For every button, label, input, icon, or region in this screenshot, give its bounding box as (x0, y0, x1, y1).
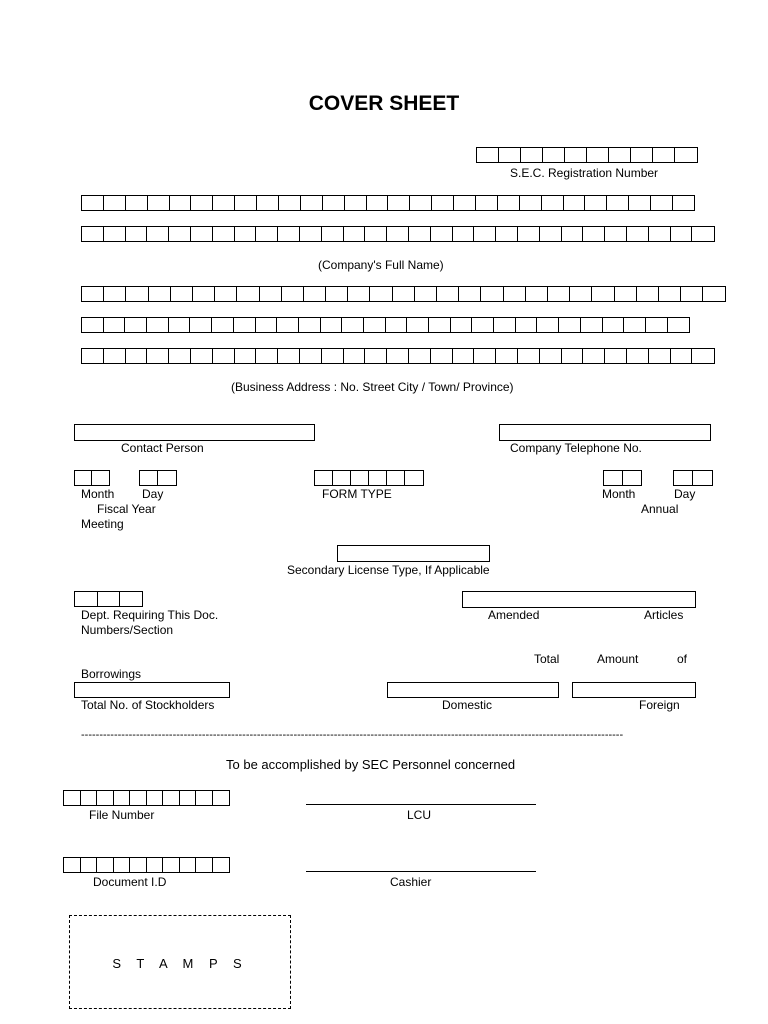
sec-personnel-label: To be accomplished by SEC Personnel concerned (226, 757, 516, 772)
char-box[interactable] (636, 286, 660, 302)
char-box[interactable] (277, 348, 300, 364)
char-box[interactable] (146, 790, 164, 806)
sec-registration-label: S.E.C. Registration Number (510, 166, 659, 180)
fiscal-month-boxes[interactable] (74, 470, 108, 486)
char-box[interactable] (406, 317, 429, 333)
document-id-boxes[interactable] (63, 857, 228, 873)
char-box[interactable] (190, 226, 213, 242)
char-box[interactable] (539, 348, 562, 364)
char-box[interactable] (558, 317, 581, 333)
char-box[interactable] (190, 348, 213, 364)
company-telephone-field[interactable] (499, 424, 711, 441)
char-box[interactable] (628, 195, 651, 211)
amount-label: Amount (597, 652, 639, 666)
char-box[interactable] (234, 226, 257, 242)
char-box[interactable] (603, 470, 623, 486)
fiscal-month-label: Month (81, 487, 115, 501)
char-box[interactable] (190, 195, 213, 211)
char-box[interactable] (96, 790, 114, 806)
char-box[interactable] (74, 470, 93, 486)
char-box[interactable] (139, 470, 159, 486)
char-box[interactable] (670, 226, 693, 242)
company-name-row-1[interactable] (81, 195, 694, 211)
char-box[interactable] (80, 857, 98, 873)
char-box[interactable] (162, 857, 180, 873)
char-box[interactable] (146, 226, 169, 242)
articles-label: Articles (644, 608, 684, 622)
char-box[interactable] (125, 195, 148, 211)
annual-month-label: Month (602, 487, 636, 501)
char-box[interactable] (471, 317, 494, 333)
page-title: COVER SHEET (308, 92, 460, 115)
char-box[interactable] (234, 195, 257, 211)
char-box[interactable] (498, 147, 522, 163)
foreign-field[interactable] (572, 682, 696, 698)
char-box[interactable] (392, 286, 416, 302)
business-address-row-2[interactable] (81, 317, 688, 333)
char-box[interactable] (452, 348, 475, 364)
char-box[interactable] (74, 591, 98, 607)
char-box[interactable] (124, 317, 147, 333)
file-number-label: File Number (89, 808, 155, 822)
char-box[interactable] (648, 348, 671, 364)
char-box[interactable] (604, 226, 627, 242)
char-box[interactable] (515, 317, 538, 333)
char-box[interactable] (63, 857, 81, 873)
secondary-license-label: Secondary License Type, If Applicable (287, 563, 490, 577)
char-box[interactable] (255, 226, 278, 242)
char-box[interactable] (332, 470, 352, 486)
char-box[interactable] (517, 348, 540, 364)
char-box[interactable] (234, 348, 257, 364)
char-box[interactable] (148, 286, 172, 302)
char-box[interactable] (81, 348, 104, 364)
annual-day-boxes[interactable] (673, 470, 711, 486)
char-box[interactable] (277, 226, 300, 242)
char-box[interactable] (343, 348, 366, 364)
sec-registration-boxes[interactable] (476, 147, 696, 163)
domestic-label: Domestic (442, 698, 493, 712)
char-box[interactable] (103, 348, 126, 364)
char-box[interactable] (259, 286, 283, 302)
char-box[interactable] (91, 470, 110, 486)
char-box[interactable] (563, 195, 586, 211)
char-box[interactable] (652, 147, 676, 163)
char-box[interactable] (602, 317, 625, 333)
char-box[interactable] (195, 790, 213, 806)
char-box[interactable] (169, 195, 192, 211)
char-box[interactable] (236, 286, 260, 302)
char-box[interactable] (179, 857, 197, 873)
lcu-label: LCU (407, 808, 432, 822)
char-box[interactable] (525, 286, 549, 302)
business-address-label: (Business Address : No. Street City / Town/ Province) (231, 380, 514, 394)
char-box[interactable] (146, 348, 169, 364)
business-address-row-3[interactable] (81, 348, 713, 364)
char-box[interactable] (473, 348, 496, 364)
char-box[interactable] (539, 226, 562, 242)
char-box[interactable] (125, 286, 149, 302)
char-box[interactable] (591, 286, 615, 302)
cashier-label: Cashier (390, 875, 432, 889)
form-type-label: FORM TYPE (322, 487, 392, 501)
char-box[interactable] (343, 226, 366, 242)
char-box[interactable] (386, 226, 409, 242)
company-name-row-2[interactable] (81, 226, 713, 242)
business-address-row-1[interactable] (81, 286, 724, 302)
char-box[interactable] (604, 348, 627, 364)
domestic-field[interactable] (387, 682, 559, 698)
char-box[interactable] (129, 790, 147, 806)
char-box[interactable] (408, 226, 431, 242)
char-box[interactable] (648, 226, 671, 242)
amended-articles-field[interactable] (462, 591, 696, 608)
char-box[interactable] (614, 286, 638, 302)
char-box[interactable] (561, 348, 584, 364)
amended-label: Amended (488, 608, 540, 622)
char-box[interactable] (278, 195, 301, 211)
char-box[interactable] (497, 195, 520, 211)
stamps-box (69, 915, 291, 1009)
char-box[interactable] (650, 195, 673, 211)
char-box[interactable] (561, 226, 584, 242)
char-box[interactable] (369, 286, 393, 302)
char-box[interactable] (125, 226, 148, 242)
char-box[interactable] (542, 147, 566, 163)
foreign-label: Foreign (639, 698, 680, 712)
total-label: Total (534, 652, 560, 666)
char-box[interactable] (320, 317, 343, 333)
char-box[interactable] (584, 195, 607, 211)
char-box[interactable] (299, 348, 322, 364)
char-box[interactable] (322, 195, 345, 211)
char-box[interactable] (692, 470, 713, 486)
char-box[interactable] (276, 317, 299, 333)
char-box[interactable] (212, 195, 235, 211)
char-box[interactable] (147, 195, 170, 211)
char-box[interactable] (119, 591, 143, 607)
char-box[interactable] (63, 790, 81, 806)
char-box[interactable] (298, 317, 321, 333)
stamps-label: S T A M P S (112, 956, 248, 971)
char-box[interactable] (519, 195, 542, 211)
char-box[interactable] (436, 286, 460, 302)
char-box[interactable] (146, 317, 169, 333)
char-box[interactable] (569, 286, 593, 302)
char-box[interactable] (476, 147, 500, 163)
char-box[interactable] (473, 226, 496, 242)
char-box[interactable] (674, 147, 698, 163)
char-box[interactable] (495, 348, 518, 364)
char-box[interactable] (103, 286, 127, 302)
of-label: of (677, 652, 688, 666)
char-box[interactable] (431, 195, 454, 211)
dept-requiring-label: Dept. Requiring This Doc. (81, 608, 219, 622)
char-box[interactable] (233, 317, 256, 333)
char-box[interactable] (96, 857, 114, 873)
char-box[interactable] (255, 348, 278, 364)
char-box[interactable] (452, 226, 475, 242)
cashier-signature-line[interactable] (306, 871, 536, 872)
char-box[interactable] (626, 348, 649, 364)
form-type-boxes[interactable] (314, 470, 422, 486)
dashed-divider: ---------------------------------------------------------------------------------------------------------------------------------------------------- (81, 729, 624, 741)
char-box[interactable] (363, 317, 386, 333)
char-box[interactable] (350, 470, 370, 486)
fiscal-day-label: Day (142, 487, 164, 501)
char-box[interactable] (387, 195, 410, 211)
char-box[interactable] (103, 195, 126, 211)
char-box[interactable] (189, 317, 212, 333)
numbers-section-label: Numbers/Section (81, 623, 174, 637)
char-box[interactable] (386, 470, 406, 486)
meeting-label: Meeting (81, 517, 124, 531)
char-box[interactable] (450, 317, 473, 333)
char-box[interactable] (582, 348, 605, 364)
char-box[interactable] (536, 317, 559, 333)
company-telephone-label: Company Telephone No. (510, 441, 642, 455)
char-box[interactable] (364, 226, 387, 242)
char-box[interactable] (81, 286, 105, 302)
char-box[interactable] (81, 226, 104, 242)
char-box[interactable] (344, 195, 367, 211)
char-box[interactable] (81, 195, 104, 211)
char-box[interactable] (255, 317, 278, 333)
char-box[interactable] (386, 348, 409, 364)
char-box[interactable] (125, 348, 148, 364)
char-box[interactable] (303, 286, 327, 302)
fiscal-year-label: Fiscal Year (97, 502, 156, 516)
char-box[interactable] (582, 226, 605, 242)
secondary-license-field[interactable] (337, 545, 490, 562)
char-box[interactable] (212, 226, 235, 242)
contact-person-field[interactable] (74, 424, 315, 441)
char-box[interactable] (366, 195, 389, 211)
char-box[interactable] (195, 857, 213, 873)
char-box[interactable] (168, 317, 191, 333)
char-box[interactable] (170, 286, 194, 302)
char-box[interactable] (645, 317, 668, 333)
char-box[interactable] (541, 195, 564, 211)
char-box[interactable] (606, 195, 629, 211)
char-box[interactable] (385, 317, 408, 333)
char-box[interactable] (97, 591, 121, 607)
char-box[interactable] (409, 195, 432, 211)
char-box[interactable] (630, 147, 654, 163)
borrowings-label: Borrowings (81, 667, 142, 681)
char-box[interactable] (212, 790, 230, 806)
char-box[interactable] (702, 286, 726, 302)
document-id-label: Document I.D (93, 875, 167, 889)
char-box[interactable] (626, 226, 649, 242)
char-box[interactable] (80, 790, 98, 806)
char-box[interactable] (623, 317, 646, 333)
char-box[interactable] (168, 226, 191, 242)
char-box[interactable] (691, 226, 714, 242)
char-box[interactable] (192, 286, 216, 302)
file-number-boxes[interactable] (63, 790, 228, 806)
char-box[interactable] (404, 470, 424, 486)
char-box[interactable] (691, 348, 714, 364)
char-box[interactable] (430, 226, 453, 242)
char-box[interactable] (325, 286, 349, 302)
char-box[interactable] (113, 857, 131, 873)
char-box[interactable] (564, 147, 588, 163)
char-box[interactable] (341, 317, 364, 333)
lcu-signature-line[interactable] (306, 804, 536, 805)
company-name-label: (Company's Full Name) (318, 258, 444, 272)
char-box[interactable] (281, 286, 305, 302)
char-box[interactable] (520, 147, 544, 163)
char-box[interactable] (586, 147, 610, 163)
char-box[interactable] (428, 317, 451, 333)
char-box[interactable] (368, 470, 388, 486)
stockholders-field[interactable] (74, 682, 230, 698)
char-box[interactable] (103, 317, 126, 333)
char-box[interactable] (347, 286, 371, 302)
annual-month-boxes[interactable] (603, 470, 640, 486)
char-box[interactable] (680, 286, 704, 302)
contact-person-label: Contact Person (121, 441, 204, 455)
char-box[interactable] (673, 470, 694, 486)
stockholders-label: Total No. of Stockholders (81, 698, 215, 712)
char-box[interactable] (81, 317, 104, 333)
dept-requiring-boxes[interactable] (74, 591, 142, 607)
char-box[interactable] (256, 195, 279, 211)
char-box[interactable] (364, 348, 387, 364)
char-box[interactable] (212, 857, 230, 873)
char-box[interactable] (162, 790, 180, 806)
char-box[interactable] (608, 147, 632, 163)
char-box[interactable] (480, 286, 504, 302)
char-box[interactable] (622, 470, 642, 486)
char-box[interactable] (179, 790, 197, 806)
char-box[interactable] (495, 226, 518, 242)
char-box[interactable] (157, 470, 177, 486)
char-box[interactable] (503, 286, 527, 302)
char-box[interactable] (493, 317, 516, 333)
char-box[interactable] (414, 286, 438, 302)
char-box[interactable] (408, 348, 431, 364)
char-box[interactable] (113, 790, 131, 806)
char-box[interactable] (212, 348, 235, 364)
char-box[interactable] (580, 317, 603, 333)
char-box[interactable] (103, 226, 126, 242)
char-box[interactable] (475, 195, 498, 211)
char-box[interactable] (300, 195, 323, 211)
char-box[interactable] (430, 348, 453, 364)
char-box[interactable] (214, 286, 238, 302)
char-box[interactable] (321, 226, 344, 242)
char-box[interactable] (129, 857, 147, 873)
char-box[interactable] (458, 286, 482, 302)
char-box[interactable] (667, 317, 690, 333)
fiscal-day-boxes[interactable] (139, 470, 175, 486)
char-box[interactable] (517, 226, 540, 242)
char-box[interactable] (146, 857, 164, 873)
annual-day-label: Day (674, 487, 696, 501)
char-box[interactable] (672, 195, 695, 211)
char-box[interactable] (168, 348, 191, 364)
char-box[interactable] (321, 348, 344, 364)
char-box[interactable] (314, 470, 334, 486)
char-box[interactable] (658, 286, 682, 302)
char-box[interactable] (670, 348, 693, 364)
char-box[interactable] (453, 195, 476, 211)
annual-label: Annual (641, 502, 679, 516)
char-box[interactable] (299, 226, 322, 242)
char-box[interactable] (211, 317, 234, 333)
char-box[interactable] (547, 286, 571, 302)
